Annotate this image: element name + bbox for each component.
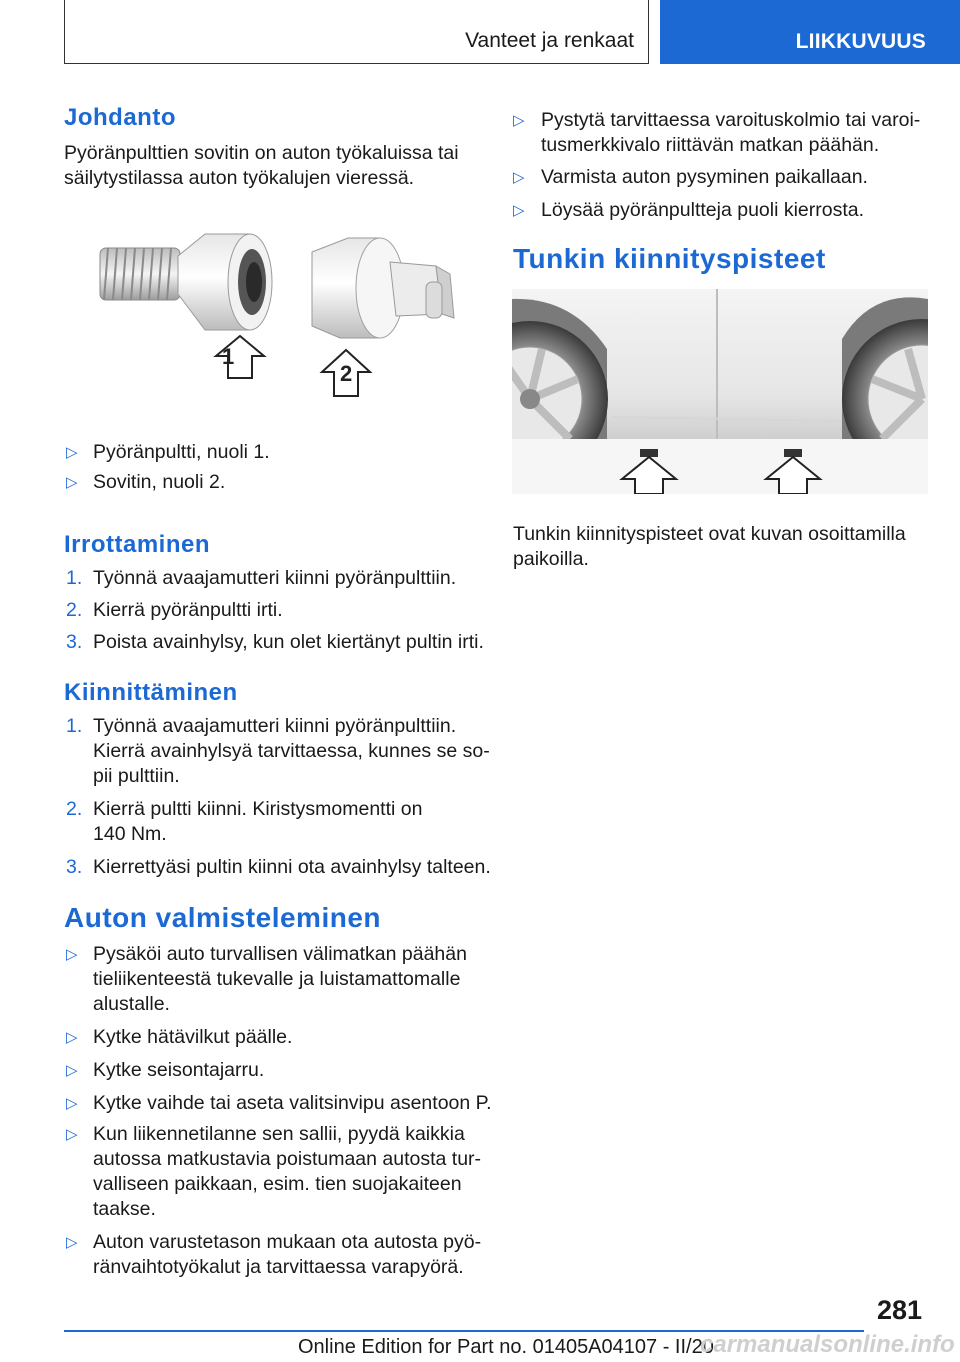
bolt-thread-icon	[100, 248, 180, 300]
bullet-triangle-icon: ▷	[66, 444, 78, 461]
bullet-triangle-icon: ▷	[513, 202, 525, 219]
prep-item-6-line-1: Auton varustetason mukaan ota autosta pyö‐	[93, 1231, 482, 1253]
arrow-2-label: 2	[340, 361, 353, 386]
bullet-triangle-icon: ▷	[66, 1062, 78, 1079]
step-number: 3.	[66, 856, 83, 878]
remove-step-2: Kierrä pyöränpultti irti.	[93, 599, 283, 621]
right-prep-item-1-line-1: Pystytä tarvittaessa varoituskolmio tai varoi‐	[541, 109, 921, 131]
attach-step-1-line-2: Kierrä avainhylsyä tarvittaessa, kunnes se so‐	[93, 740, 490, 762]
bolt-head-icon	[178, 234, 272, 330]
jack-heading: Tunkin kiinnityspisteet	[513, 243, 826, 274]
bullet-triangle-icon: ▷	[513, 112, 525, 129]
prep-item-4: Kytke vaihde tai aseta valitsinvipu asentoon P.	[93, 1092, 492, 1114]
arrow-2-icon	[322, 350, 370, 396]
step-number: 3.	[66, 631, 83, 653]
prep-item-5-line-3: valliseen paikkaan, esim. tien suojakaiteen	[93, 1173, 462, 1195]
prep-item-5-line-1: Kun liikennetilanne sen sallii, pyydä kaikkia	[93, 1123, 465, 1145]
figure-item-2: Sovitin, nuoli 2.	[93, 471, 226, 493]
right-prep-item-1-line-2: tusmerkkivalo riittävän matkan päähän.	[541, 134, 880, 156]
prep-item-1-line-3: alustalle.	[93, 993, 170, 1015]
jack-line-1: Tunkin kiinnityspisteet ovat kuvan osoittamilla	[513, 523, 906, 545]
attach-step-3: Kierrettyäsi pultin kiinni ota avainhylsy talteen.	[93, 856, 491, 878]
step-number: 2.	[66, 599, 83, 621]
step-number: 2.	[66, 798, 83, 820]
intro-heading: Johdanto	[64, 104, 176, 131]
attach-step-2-line-2: 140 Nm.	[93, 823, 167, 845]
footer-watermark: carmanualsonline.info	[700, 1331, 955, 1358]
arrow-1-icon	[216, 336, 264, 378]
step-number: 1.	[66, 567, 83, 589]
header-section-box	[64, 0, 649, 64]
attach-heading: Kiinnittäminen	[64, 679, 238, 706]
attach-step-1-line-1: Työnnä avaajamutteri kiinni pyöränpulttiin.	[93, 715, 457, 737]
attach-step-1-line-3: pii pulttiin.	[93, 765, 180, 787]
bullet-triangle-icon: ▷	[66, 946, 78, 963]
prep-item-5-line-4: taakse.	[93, 1198, 156, 1220]
prep-item-2: Kytke hätävilkut päälle.	[93, 1026, 293, 1048]
remove-step-1: Työnnä avaajamutteri kiinni pyöränpulttiin.	[93, 567, 457, 589]
adapter-icon	[312, 238, 454, 338]
bullet-triangle-icon: ▷	[66, 474, 78, 491]
prep-item-6-line-2: ränvaihtotyökalut ja tarvittaessa varapyörä.	[93, 1256, 464, 1278]
figure-item-1: Pyöränpultti, nuoli 1.	[93, 441, 270, 463]
bullet-triangle-icon: ▷	[513, 169, 525, 186]
bullet-triangle-icon: ▷	[66, 1234, 78, 1251]
intro-line-2: säilytystilassa auton työkalujen vieressä.	[64, 167, 415, 189]
arrow-1-label: 1	[222, 344, 235, 369]
right-prep-item-2: Varmista auton pysyminen paikallaan.	[541, 166, 868, 188]
bullet-triangle-icon: ▷	[66, 1126, 78, 1143]
header-section-title: Vanteet ja renkaat	[465, 29, 634, 52]
remove-heading: Irrottaminen	[64, 531, 211, 558]
prep-heading: Auton valmisteleminen	[64, 902, 382, 933]
header-chapter-title: LIIKKUVUUS	[795, 30, 926, 53]
footer-edition: Online Edition for Part no. 01405A04107 - II/20	[298, 1336, 714, 1358]
prep-item-3: Kytke seisontajarru.	[93, 1059, 265, 1081]
intro-line-1: Pyöränpulttien sovitin on auton työkaluissa tai	[64, 142, 459, 164]
right-prep-item-3: Löysää pyöränpultteja puoli kierrosta.	[541, 199, 865, 221]
header-chapter-tab	[660, 0, 960, 64]
attach-step-2-line-1: Kierrä pultti kiinni. Kiristysmomentti on	[93, 798, 423, 820]
step-number: 1.	[66, 715, 83, 737]
wheel-bolt-adapter-illustration	[90, 226, 470, 406]
bullet-triangle-icon: ▷	[66, 1095, 78, 1112]
prep-item-1-line-1: Pysäköi auto turvallisen välimatkan päähän	[93, 943, 467, 965]
remove-step-3: Poista avainhylsy, kun olet kiertänyt pultin irti.	[93, 631, 484, 653]
bullet-triangle-icon: ▷	[66, 1029, 78, 1046]
jacking-points-illustration	[512, 289, 928, 494]
prep-item-5-line-2: autossa matkustavia poistumaan autosta tur‐	[93, 1148, 482, 1170]
jack-line-2: paikoilla.	[513, 548, 589, 570]
page-number: 281	[876, 1295, 922, 1325]
prep-item-1-line-2: tieliikenteestä tukevalle ja luistamattomalle	[93, 968, 461, 990]
